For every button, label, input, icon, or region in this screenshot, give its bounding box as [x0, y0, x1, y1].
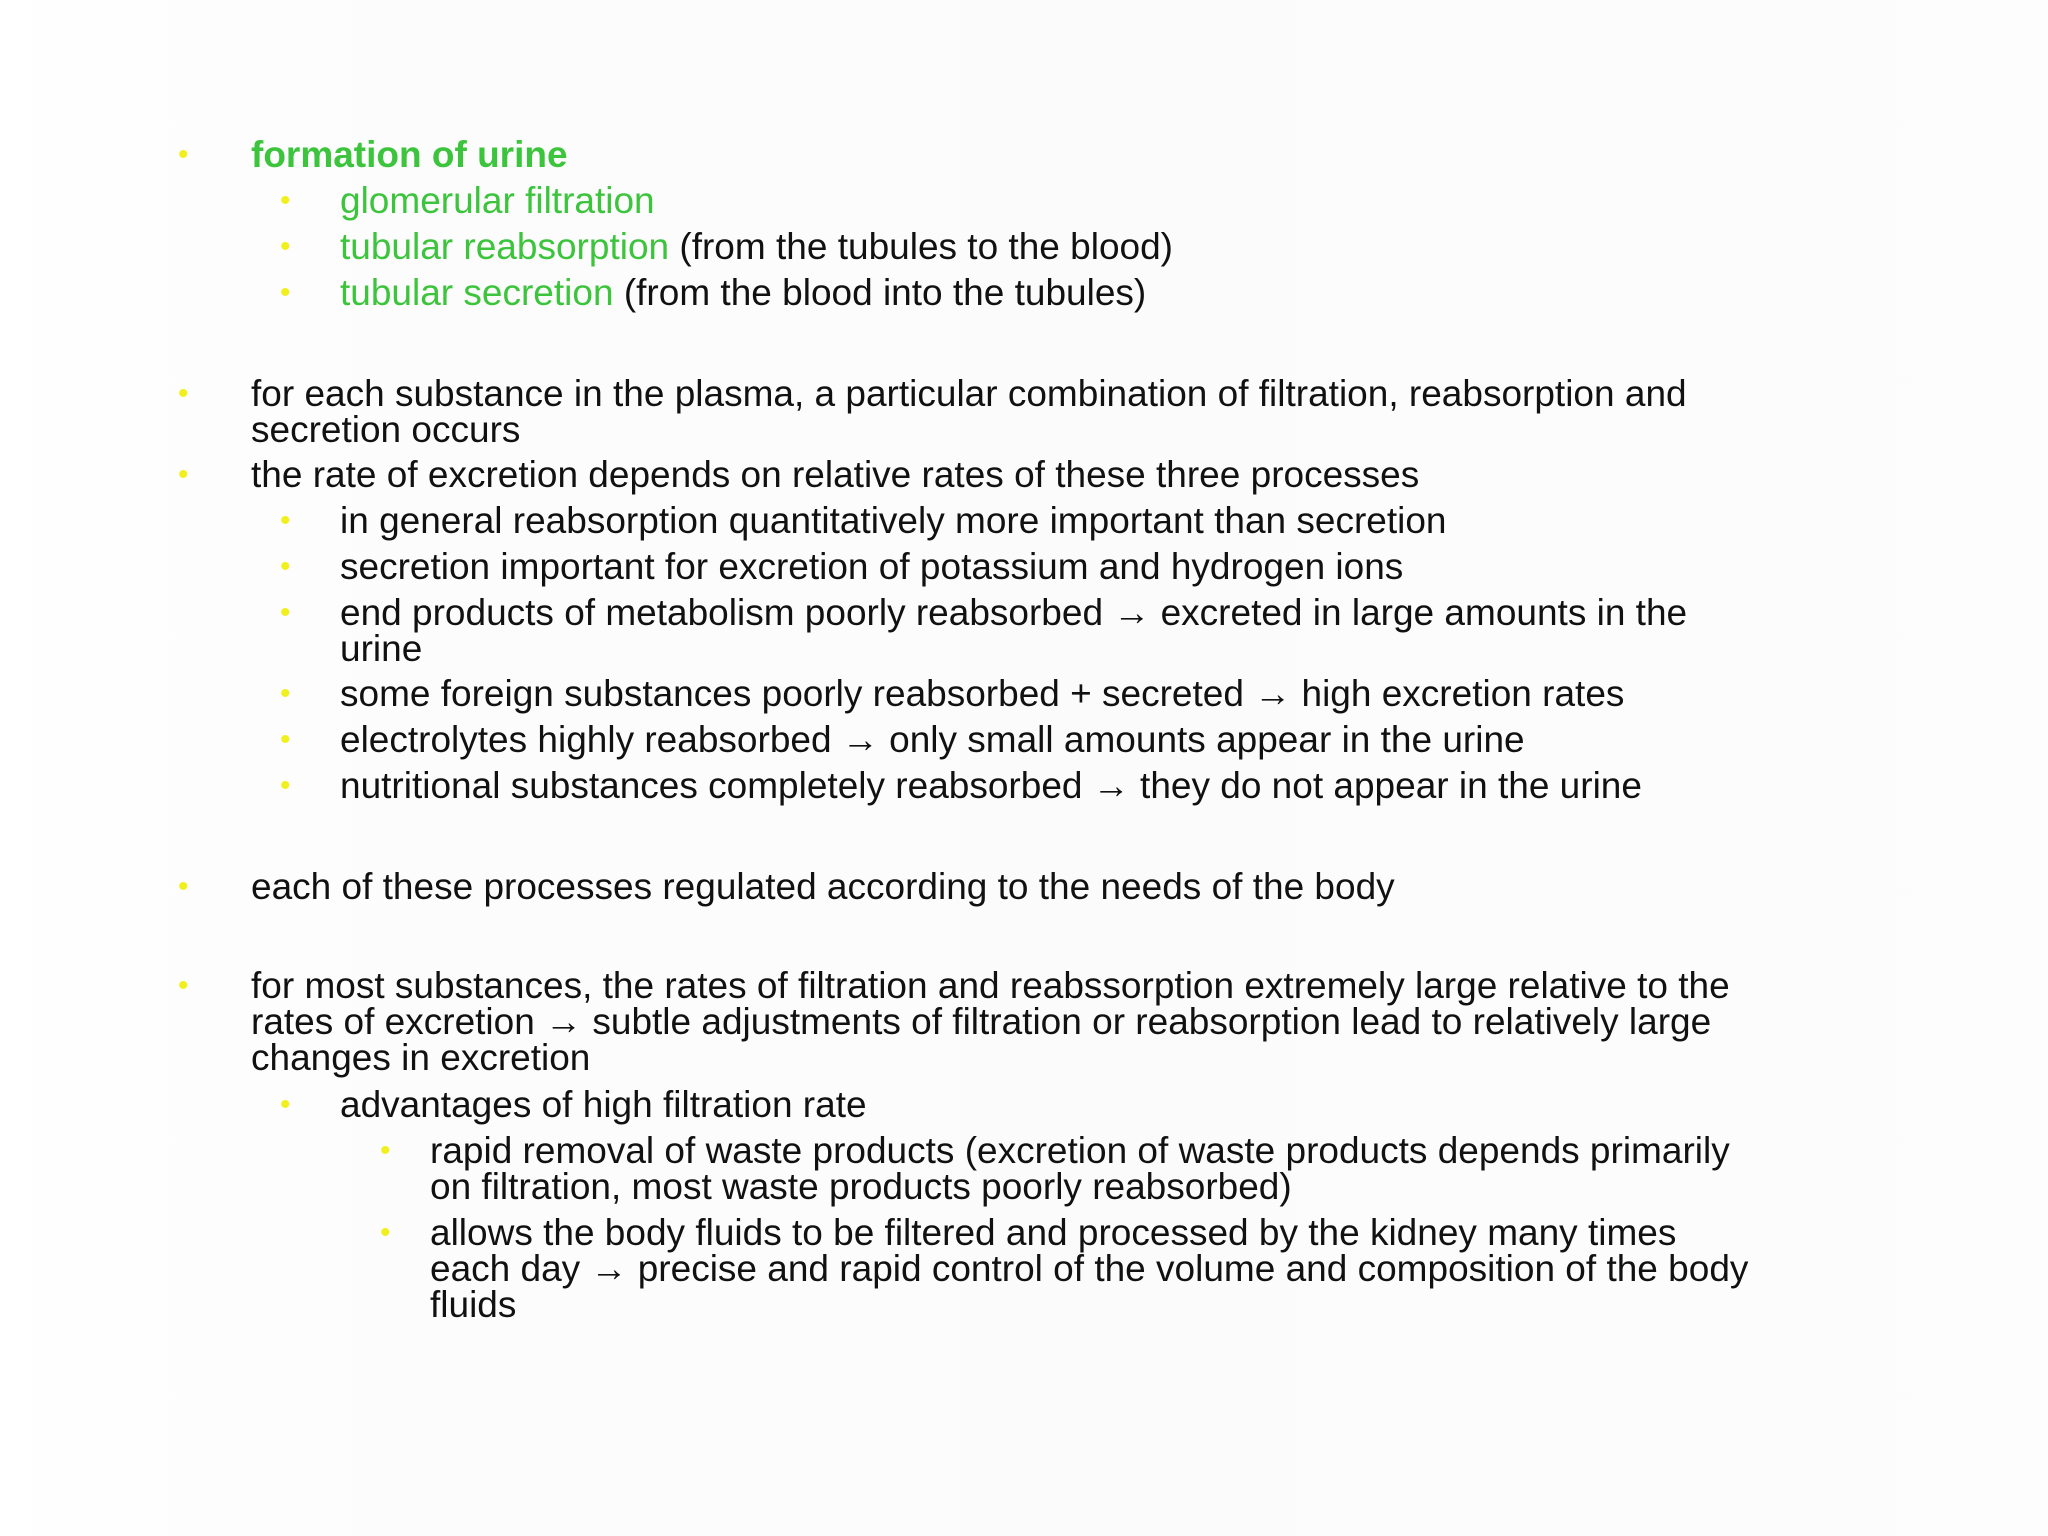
bullet-dot: •	[380, 1134, 391, 1167]
bullet-dot: •	[380, 1216, 391, 1249]
text-line: each of these processes regulated according to the needs of the body	[251, 866, 1395, 907]
term-description: (from the blood into the tubules)	[613, 272, 1147, 313]
bullet-dot: •	[280, 184, 291, 217]
text-line: the rate of excretion depends on relative rates of these three processes	[251, 454, 1420, 495]
sub-bullet-advantages	[280, 1084, 867, 1125]
text-line: end products of metabolism poorly reabsorbed → excreted in large amounts in the	[340, 592, 1688, 633]
bullet-dot: •	[280, 276, 291, 309]
text-line: allows the body fluids to be filtered and processed by the kidney many times	[430, 1212, 1677, 1253]
term-glomerular-filtration: glomerular filtration	[340, 180, 655, 221]
term-description: (from the tubules to the blood)	[669, 226, 1173, 267]
sub-bullet-foreign-substances	[280, 673, 1625, 714]
text-line: secretion occurs	[251, 409, 521, 450]
text-line: each day → precise and rapid control of the volume and composition of the body	[430, 1248, 1749, 1289]
bullet-dot: •	[178, 870, 189, 903]
bullet-dot: •	[280, 596, 291, 629]
sub-bullet-end-products	[280, 592, 1688, 669]
text-line: some foreign substances poorly reabsorbed + secreted → high excretion rates	[340, 673, 1625, 714]
bullet-dot: •	[178, 377, 189, 410]
bullet-tubular-reabsorption	[280, 226, 1173, 267]
bullet-rate-of-excretion	[178, 454, 1420, 495]
text-line: advantages of high filtration rate	[340, 1084, 867, 1125]
text-line: rates of excretion → subtle adjustments of filtration or reabsorption lead to relatively large	[251, 1001, 1712, 1042]
term-tubular-reabsorption: tubular reabsorption	[340, 226, 670, 267]
bullet-glomerular-filtration	[280, 180, 655, 221]
heading-formation-of-urine: formation of urine	[251, 134, 568, 175]
bullet-processes-regulated	[178, 866, 1395, 907]
bullet-dot: •	[280, 769, 291, 802]
text-line: changes in excretion	[251, 1037, 591, 1078]
text-line: secretion important for excretion of potassium and hydrogen ions	[340, 546, 1404, 587]
bullet-dot: •	[280, 230, 291, 263]
sub-bullet-nutritional-substances	[280, 765, 1642, 806]
bullet-dot: •	[178, 458, 189, 491]
bullet-dot: •	[280, 550, 291, 583]
text-line: fluids	[430, 1284, 517, 1325]
bullet-dot: •	[280, 504, 291, 537]
text-line: urine	[340, 628, 423, 669]
bullet-substance-combination	[178, 373, 1687, 450]
bullet-dot: •	[280, 677, 291, 710]
text-line: rapid removal of waste products (excretion of waste products depends primarily	[430, 1130, 1730, 1171]
bullet-dot: •	[280, 723, 291, 756]
bullet-formation-of-urine	[178, 134, 568, 175]
text-line: in general reabsorption quantitatively more important than secretion	[340, 500, 1447, 541]
sub-sub-bullet-body-fluids	[380, 1212, 1749, 1325]
bullet-dot: •	[280, 1088, 291, 1121]
sub-bullet-reabsorption-vs-secretion	[280, 500, 1447, 541]
bullet-dot: •	[178, 138, 189, 171]
sub-bullet-secretion-potassium	[280, 546, 1404, 587]
bullet-filtration-rates	[178, 965, 1730, 1078]
text-line: nutritional substances completely reabsorbed → they do not appear in the urine	[340, 765, 1642, 806]
text-line: for most substances, the rates of filtration and reabssorption extremely large relative to the	[251, 965, 1730, 1006]
text-line: on filtration, most waste products poorly reabsorbed)	[430, 1166, 1292, 1207]
term-tubular-secretion: tubular secretion	[340, 272, 614, 313]
text-line: for each substance in the plasma, a particular combination of filtration, reabsorption and	[251, 373, 1687, 414]
sub-bullet-electrolytes	[280, 719, 1525, 760]
bullet-tubular-secretion	[280, 272, 1147, 313]
bullet-dot: •	[178, 969, 189, 1002]
text-line: electrolytes highly reabsorbed → only small amounts appear in the urine	[340, 719, 1525, 760]
sub-sub-bullet-rapid-removal	[380, 1130, 1730, 1207]
